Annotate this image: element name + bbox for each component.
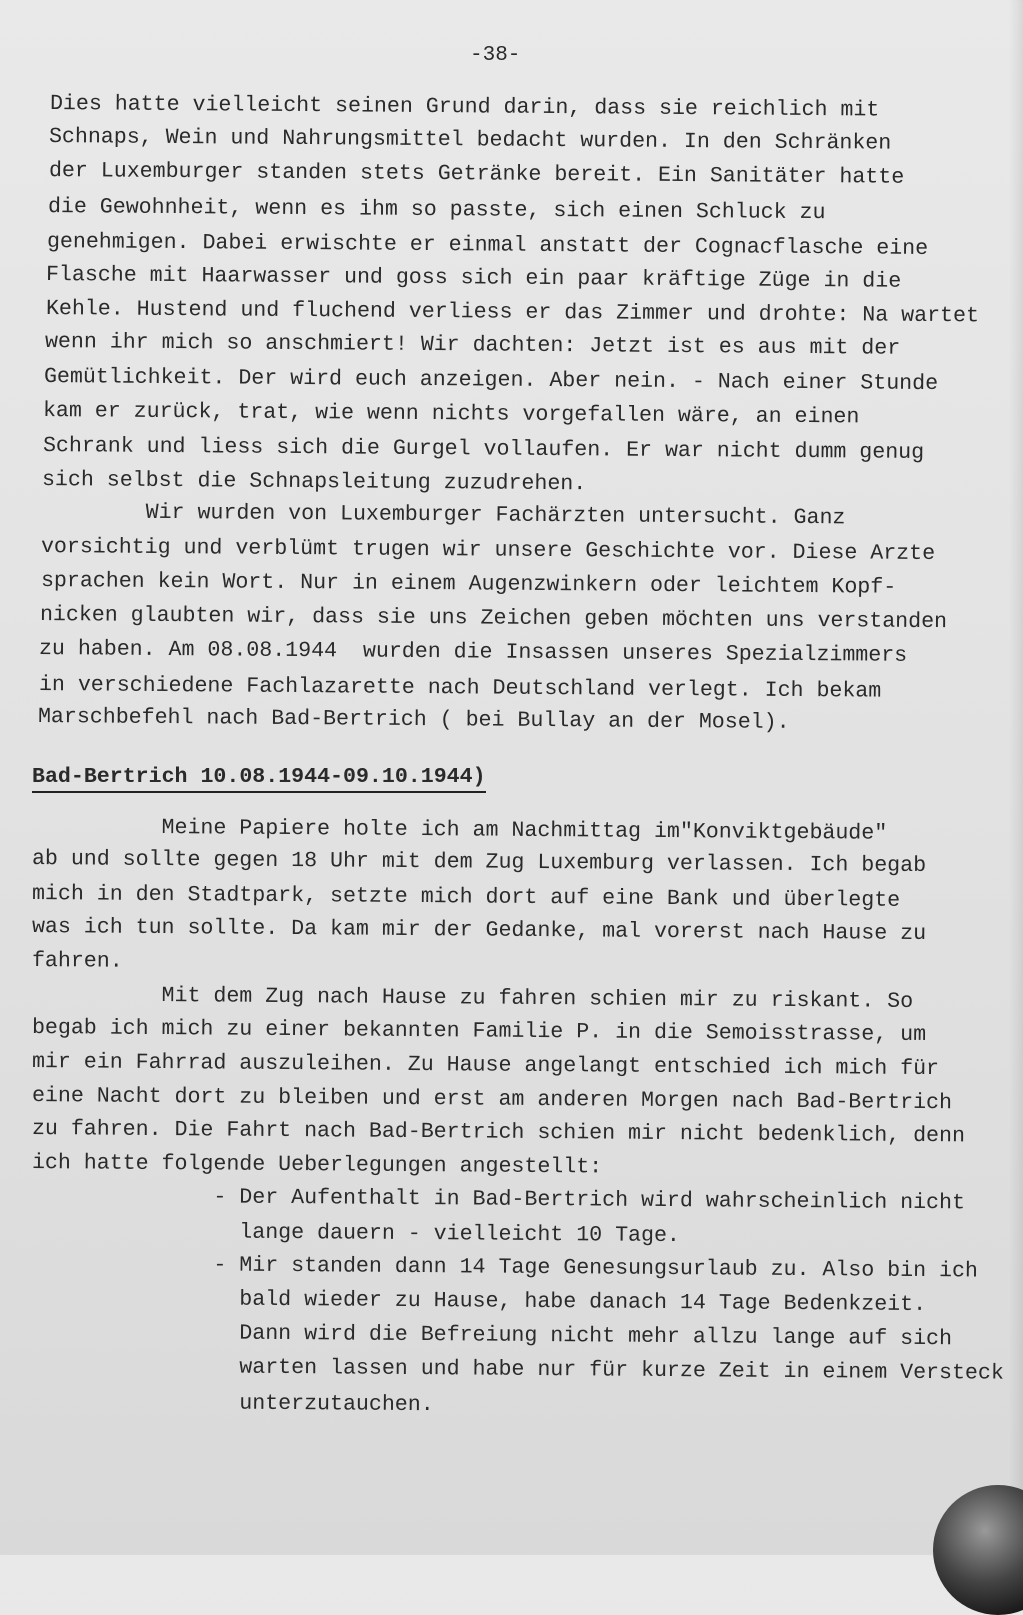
text-line: mir ein Fahrrad auszuleihen. Zu Hause angelangt entschied ich mich für [31,1050,940,1082]
text-line: fahren. [31,949,123,974]
text-line: die Gewohnheit, wenn es ihm so passte, sich einen Schluck zu [47,195,826,226]
text-line: unterzutauchen. [31,1390,434,1418]
text-line: nicken glaubten wir, dass sie uns Zeichen geben möchten uns verstanden [39,603,948,635]
page-number: -38- [470,44,521,67]
text-line: Schrank und liess sich die Gurgel vollaufen. Er war nicht dumm genug [42,434,924,465]
text-line: kam er zurück, trat, wie wenn nichts vorgefallen wäre, an einen [43,399,860,430]
text-line: begab ich mich zu einer bekannten Familie P. in die Semoisstrasse, um [31,1016,927,1048]
text-line: Dann wird die Befreiung nicht mehr allzu lange auf sich [31,1320,953,1352]
text-line: Meine Papiere holte ich am Nachmittag im"Konviktgebäude" [31,815,888,846]
text-line: Dies hatte vielleicht seinen Grund darin, dass sie reichlich mit [49,92,880,123]
text-line: der Luxemburger standen stets Getränke bereit. Ein Sanitäter hatte [48,159,904,190]
text-line: - Der Aufenthalt in Bad-Bertrich wird wahrscheinlich nicht [31,1184,966,1216]
text-line: sich selbst die Schnapsleitung zuzudrehen. [41,468,587,497]
text-line: vorsichtig und verblümt trugen wir unsere Geschichte vor. Diese Arzte [41,535,936,567]
text-line: in verschiedene Fachlazarette nach Deutschland verlegt. Ich bekam [38,673,882,704]
text-line: Kehle. Hustend und fluchend verliess er das Zimmer und drohte: Na wartet [45,297,979,329]
text-line: wenn ihr mich so anschmiert! Wir dachten: Jetzt ist es aus mit der [44,330,901,361]
text-line: ab und sollte gegen 18 Uhr mit dem Zug Luxemburg verlassen. Ich begab [31,847,927,879]
text-line: Schnaps, Wein und Nahrungsmittel bedacht wurden. In den Schränken [49,125,892,156]
text-line: ich hatte folgende Ueberlegungen angestellt: [31,1151,603,1180]
text-line: sprachen kein Wort. Nur in einem Augenzwinkern oder leichtem Kopf- [40,569,896,600]
text-line: warten lassen und habe nur für kurze Zeit in einem Versteck [31,1354,1004,1386]
binder-clip-corner [933,1485,1023,1615]
text-line: Flasche mit Haarwasser und goss sich ein paar kräftige Züge in die [46,263,902,294]
text-line: - Mir standen dann 14 Tage Genesungsurlaub zu. Also bin ich [31,1252,979,1284]
text-line: Wir wurden von Luxemburger Fachärzten untersucht. Ganz [41,500,846,531]
text-line: genehmigen. Dabei erwischte er einmal anstatt der Cognacflasche eine [46,230,929,261]
text-line: zu fahren. Die Fahrt nach Bad-Bertrich schien mir nicht bedenklich, denn [31,1117,966,1149]
text-line: zu haben. Am 08.08.1944 wurden die Insassen unseres Spezialzimmers [39,637,908,668]
text-line: Gemütlichkeit. Der wird euch anzeigen. Aber nein. - Nach einer Stunde [44,365,939,397]
text-line: was ich tun sollte. Da kam mir der Gedanke, mal vorerst nach Hause zu [31,915,927,947]
text-line: bald wieder zu Hause, habe danach 14 Tage Bedenkzeit. [31,1286,927,1318]
text-line: Marschbefehl nach Bad-Bertrich ( bei Bullay an der Mosel). [37,705,790,735]
text-line: lange dauern - vielleicht 10 Tage. [31,1219,680,1249]
section-heading: Bad-Bertrich 10.08.1944-09.10.1944) [32,765,486,793]
text-line: eine Nacht dort zu bleiben und erst am anderen Morgen nach Bad-Bertrich [31,1084,953,1116]
text-line: Mit dem Zug nach Hause zu fahren schien mir zu riskant. So [31,983,914,1014]
text-line: mich in den Stadtpark, setzte mich dort auf eine Bank und überlegte [31,882,901,913]
page-edge-shadow [1009,0,1023,1555]
